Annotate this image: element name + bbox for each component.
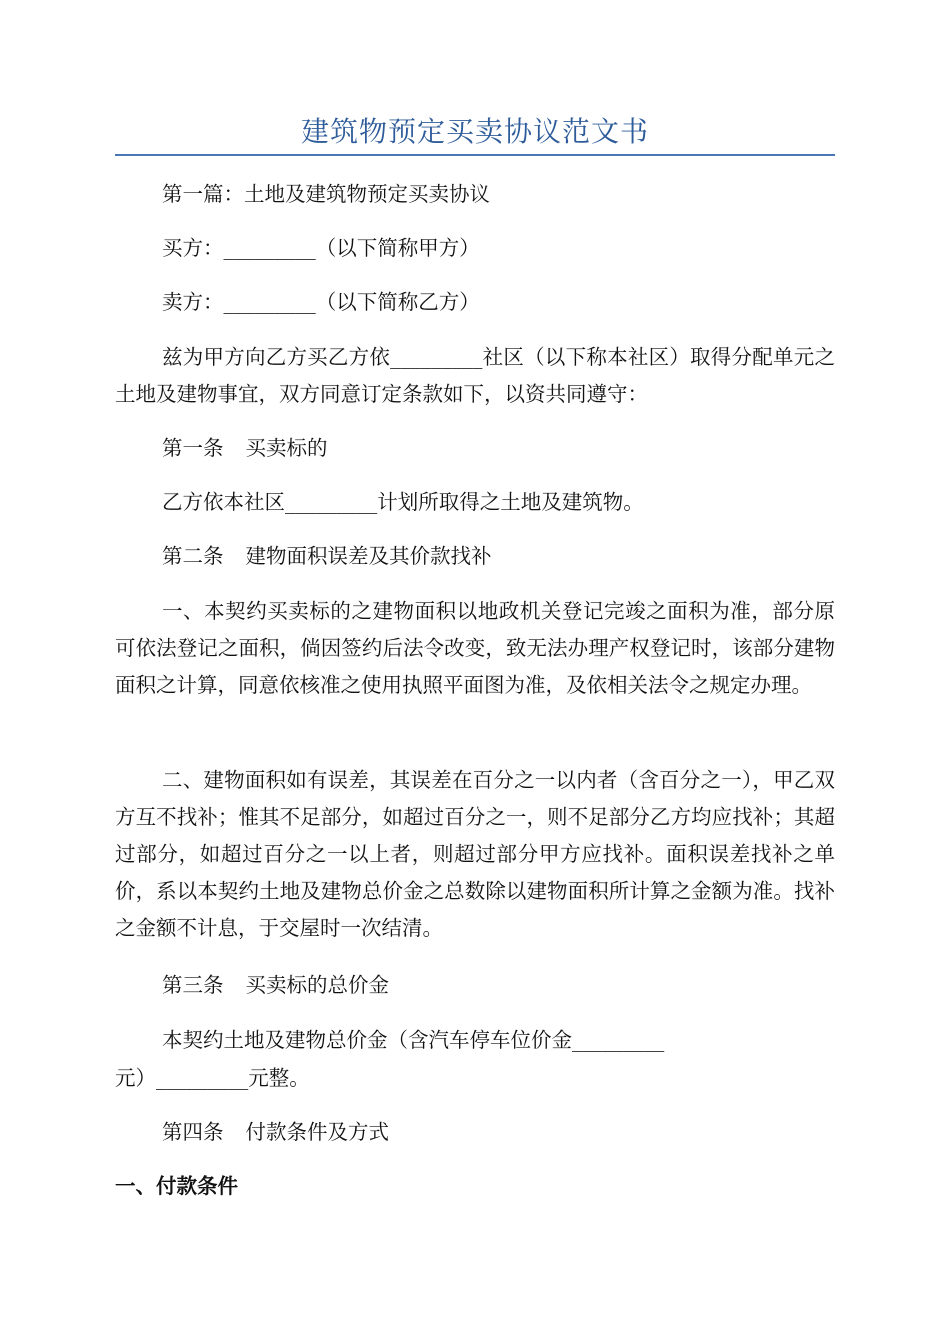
article-number: 第四条 (162, 1120, 224, 1144)
paragraph-article-3-body-line-1: 本契约土地及建物总价金（含汽车停车位价金_________ (162, 1028, 665, 1052)
paragraph-article-3-body-line-2: 元）_________元整。 (115, 1066, 310, 1090)
paragraph-buyer: 买方：_________（以下简称甲方） (162, 236, 480, 260)
article-title: 买卖标的 (245, 436, 328, 460)
article-title: 买卖标的总价金 (245, 973, 389, 997)
article-number: 第一条 (162, 436, 224, 460)
paragraph-article-1-body: 乙方依本社区_________计划所取得之土地及建筑物。 (162, 490, 644, 514)
paragraph-article-2-clause-2: 二、建物面积如有误差，其误差在百分之一以内者（含百分之一），甲乙双方互不找补；惟其不足部分，如超过百分之一，则不足部分乙方均应找补；其超过部分，如超过百分之一以上者，则超过部分甲方应找补。面积误差找补之单价，系以本契约土地及建物总价金之总数除以建物面积所计算之金额为准。找补之金额不计息，于交屋时一次结清。 (115, 768, 835, 940)
title-underline (115, 154, 835, 156)
article-title: 建物面积误差及其价款找补 (245, 544, 492, 568)
section-heading-payment-conditions: 一、付款条件 (115, 1174, 238, 1198)
paragraph-preamble: 兹为甲方向乙方买乙方依_________社区（以下称本社区）取得分配单元之土地及建物事宜，双方同意订定条款如下，以资共同遵守： (115, 345, 835, 406)
article-1-heading (115, 430, 835, 467)
article-title: 付款条件及方式 (245, 1120, 389, 1144)
article-number: 第三条 (162, 973, 224, 997)
paragraph-article-2-clause-1: 一、本契约买卖标的之建物面积以地政机关登记完竣之面积为准，部分原可依法登记之面积，倘因签约后法令改变，致无法办理产权登记时，该部分建物面积之计算，同意依核准之使用执照平面图为准，及依相关法令之规定办理。 (115, 599, 835, 697)
paragraph-seller: 卖方：_________（以下简称乙方） (162, 290, 480, 314)
paragraph-intro: 第一篇：土地及建筑物预定买卖协议 (162, 182, 490, 206)
article-4-heading (115, 1114, 835, 1151)
article-number: 第二条 (162, 544, 224, 568)
article-3-heading (115, 967, 835, 1004)
document-title: 建筑物预定买卖协议范文书 (300, 115, 649, 148)
article-2-heading (115, 538, 835, 575)
